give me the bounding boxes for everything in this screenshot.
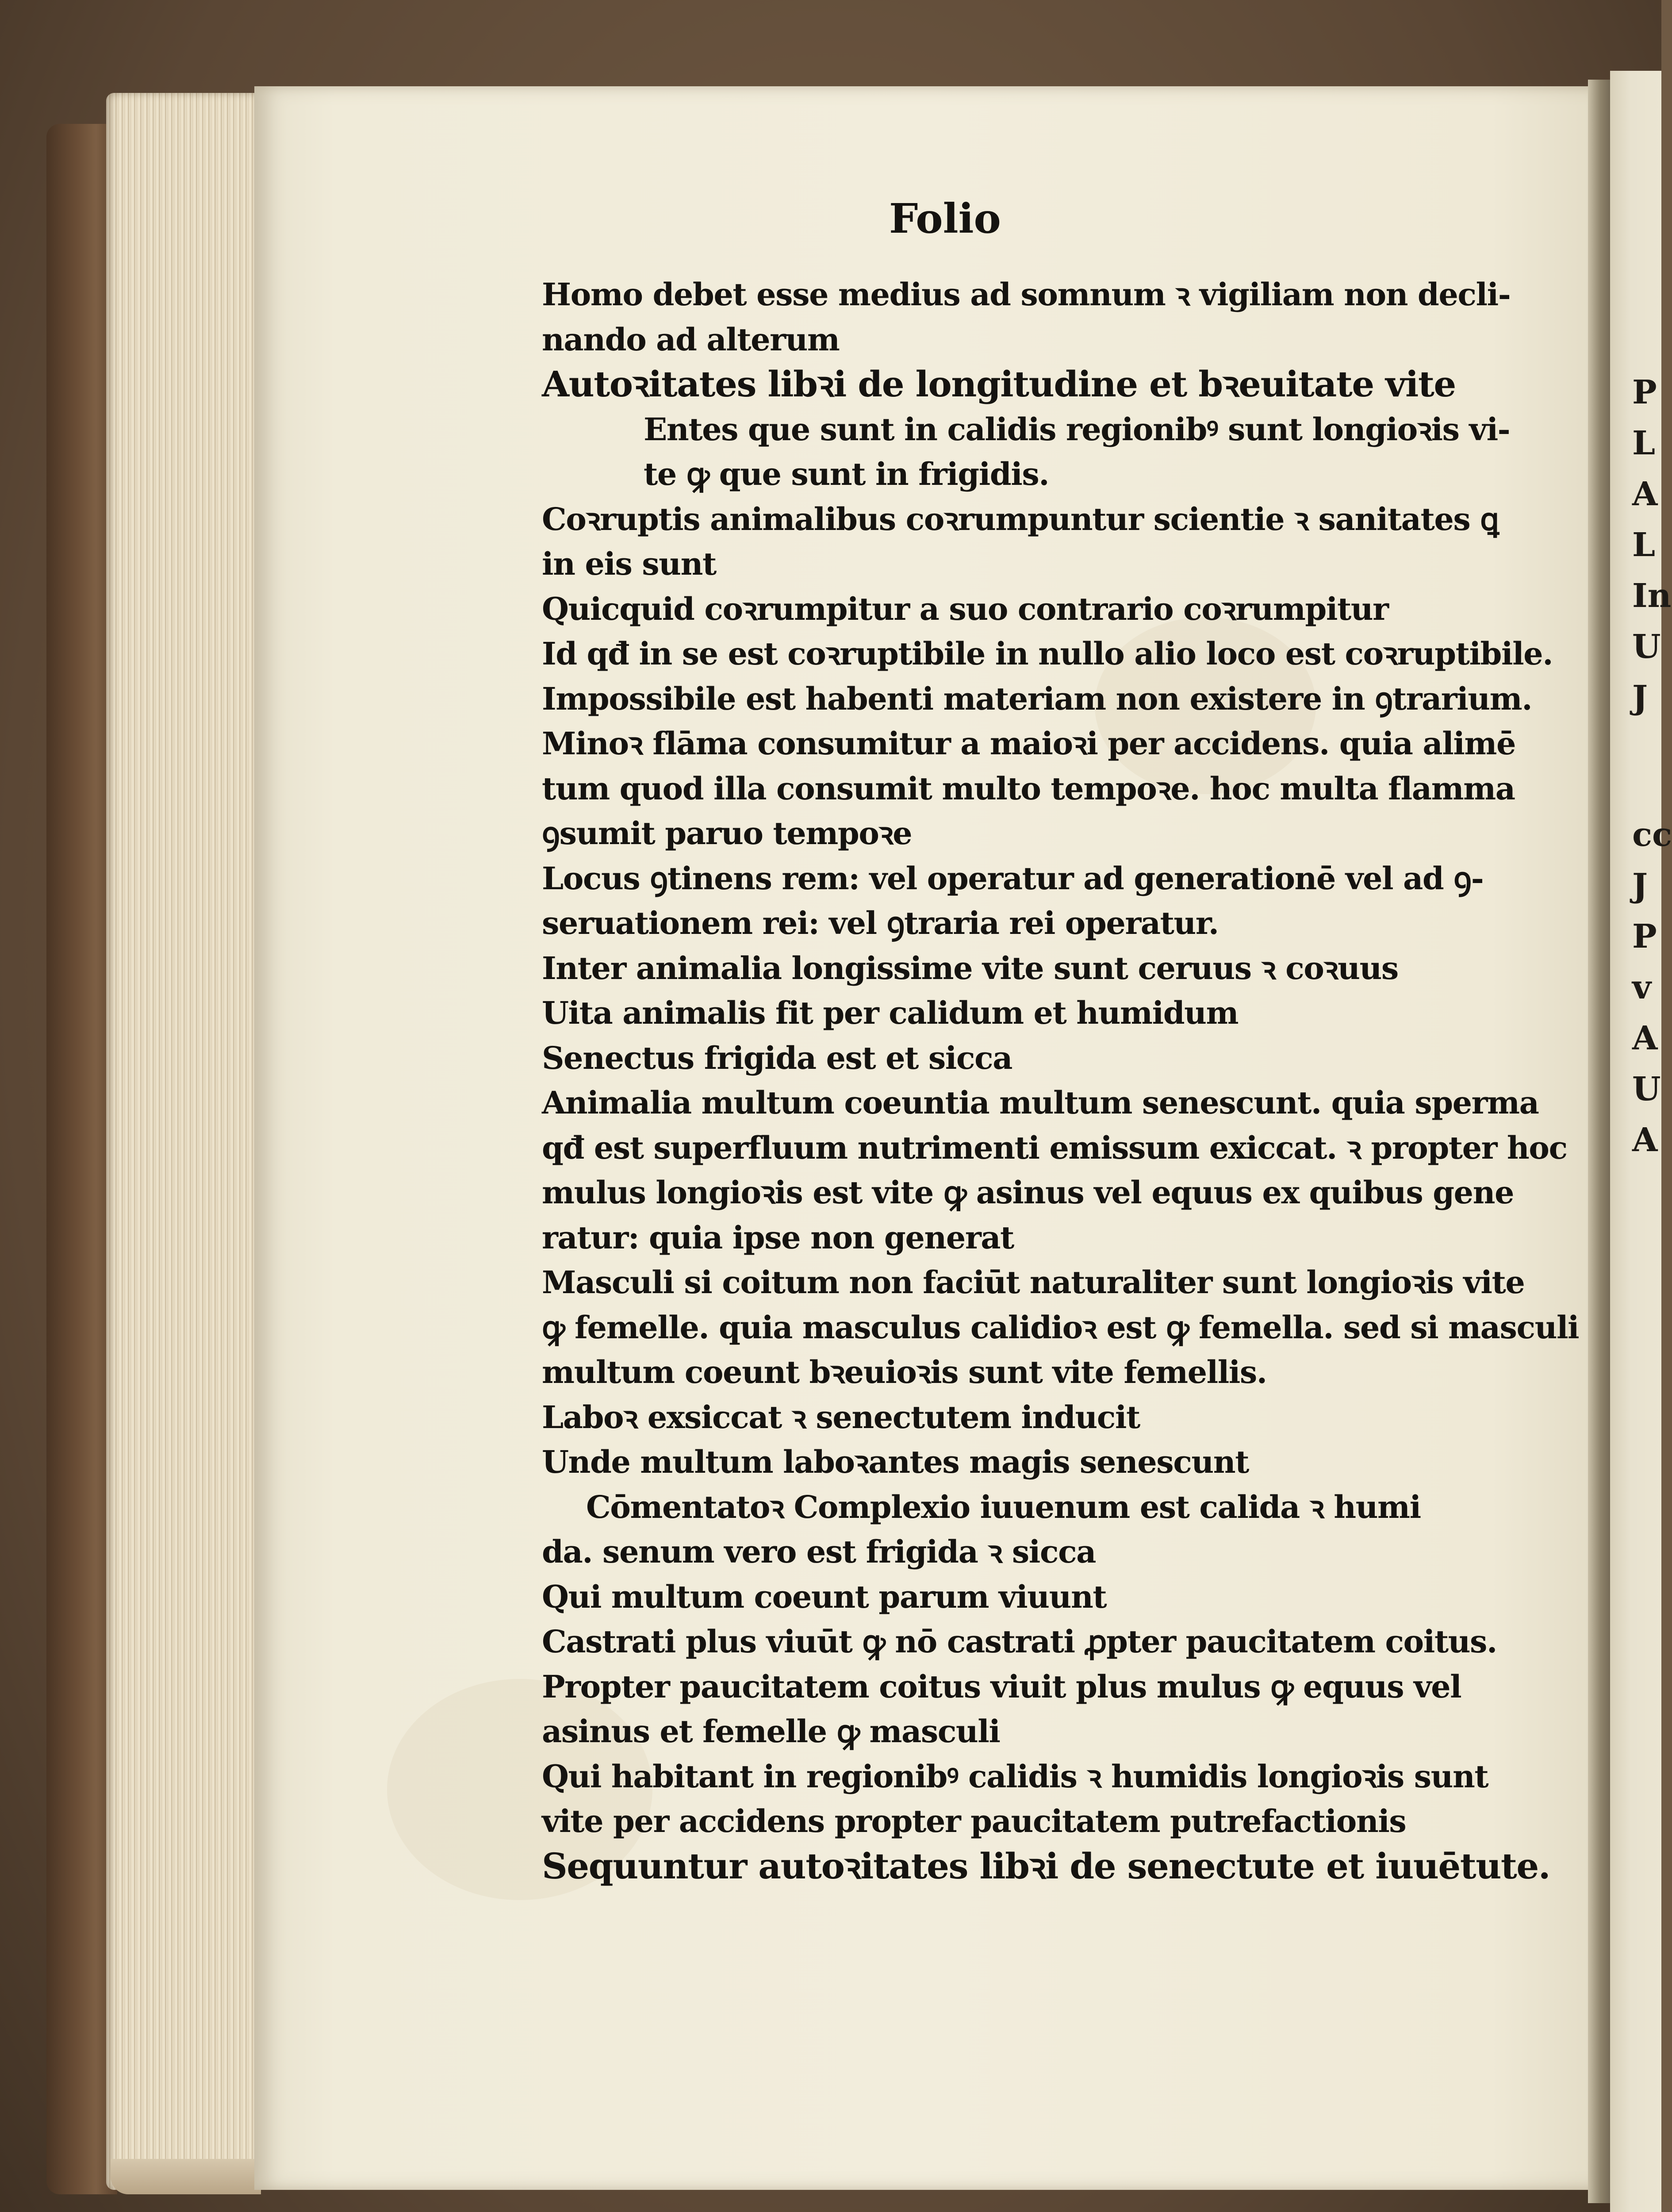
text-line: Inter animalia longissime vite sunt ceruus ꝛ coꝛuus	[542, 949, 1398, 987]
text-line: Sequuntur autoꝛitates libꝛi de senectute et iuuētute.	[542, 1845, 1550, 1887]
facing-page-fragments-top	[1632, 367, 1672, 723]
text-line: Minoꝛ flāma consumitur a maioꝛi per accidens. quia alimē	[542, 725, 1516, 762]
facing-page-letter: J	[1632, 867, 1648, 905]
text-line: Coꝛruptis animalibus coꝛrumpuntur scientie ꝛ sanitates ꝗ	[542, 500, 1499, 538]
text-line: Qui habitant in regionibꝰ calidis ꝛ humidis longioꝛis sunt	[542, 1758, 1488, 1795]
text-line: ꝙ femelle. quia masculus calidioꝛ est ꝙ femella. sed si masculi	[542, 1309, 1579, 1346]
text-line: Uita animalis fit per calidum et humidum	[542, 995, 1239, 1031]
facing-page-letter: cc	[1632, 816, 1672, 854]
text-line: Cōmentatoꝛ Complexio iuuenum est calida ꝛ humi	[586, 1488, 1421, 1525]
facing-page-letter: P	[1632, 918, 1657, 956]
facing-page-letter: L	[1632, 424, 1656, 462]
facing-page-letter: J	[1632, 679, 1648, 717]
text-line: Animalia multum coeuntia multum senescunt. quia sperma	[542, 1084, 1539, 1121]
text-line: vite per accidens propter paucitatem putrefactionis	[542, 1803, 1406, 1839]
running-head: Folio	[889, 195, 1001, 242]
text-line: da. senum vero est frigida ꝛ sicca	[542, 1533, 1096, 1570]
text-line: te ꝙ que sunt in frigidis.	[644, 456, 1049, 492]
text-line: Masculi si coitum non faciūt naturaliter sunt longioꝛis vite	[542, 1264, 1525, 1301]
text-line: multum coeunt bꝛeuioꝛis sunt vite femellis.	[542, 1354, 1267, 1390]
text-line: ratur: quia ipse non generat	[542, 1219, 1014, 1256]
text-line: Propter paucitatem coitus viuit plus mulus ꝙ equus vel	[542, 1668, 1461, 1705]
text-line: in eis sunt	[542, 545, 716, 582]
text-line: Quicquid coꝛrumpitur a suo contrario coꝛrumpitur	[542, 590, 1388, 627]
text-line: asinus et femelle ꝙ masculi	[542, 1713, 1000, 1750]
text-line: Impossibile est habenti materiam non existere in ꝯtrarium.	[542, 680, 1532, 717]
text-line: seruationem rei: vel ꝯtraria rei operatur.	[542, 905, 1219, 941]
text-line: Entes que sunt in calidis regionibꝰ sunt longioꝛis vi-	[644, 411, 1510, 448]
facing-page-letter: U	[1632, 628, 1661, 666]
facing-page-letter: L	[1632, 526, 1656, 564]
text-line: Qui multum coeunt parum viuunt	[542, 1578, 1107, 1615]
facing-page-letter: v	[1632, 968, 1651, 1006]
page-edges-stack	[106, 93, 257, 2190]
text-line: nando ad alterum	[542, 321, 840, 358]
facing-page-letter: A	[1632, 1019, 1658, 1057]
text-line: Unde multum laboꝛantes magis senescunt	[542, 1444, 1249, 1480]
facing-page-letter: P	[1632, 373, 1657, 411]
facing-page-fragments-bottom	[1632, 810, 1672, 1166]
text-line: tum quod illa consumit multo tempoꝛe. hoc multa flamma	[542, 770, 1515, 807]
page-edges-bottom	[111, 2159, 261, 2194]
text-line: mulus longioꝛis est vite ꝙ asinus vel equus ex quibus gene	[542, 1174, 1514, 1211]
text-line: Senectus frigida est et sicca	[542, 1039, 1012, 1076]
facing-page-letter: U	[1632, 1070, 1661, 1108]
text-line: Castrati plus viuūt ꝙ nō castrati ꝓpter paucitatem coitus.	[542, 1623, 1497, 1660]
facing-page-letter: In	[1632, 577, 1672, 615]
facing-page-letter: A	[1632, 475, 1658, 513]
text-line: Id qđ in se est coꝛruptibile in nullo alio loco est coꝛruptibile.	[542, 635, 1553, 672]
text-line: Laboꝛ exsiccat ꝛ senectutem inducit	[542, 1398, 1140, 1436]
text-line: Locus ꝯtinens rem: vel operatur ad generationē vel ad ꝯ-	[542, 860, 1484, 897]
text-line: qđ est superfluum nutrimenti emissum exiccat. ꝛ propter hoc	[542, 1129, 1567, 1166]
text-line: ꝯsumit paruo tempoꝛe	[542, 815, 912, 852]
text-column	[542, 272, 1579, 1889]
facing-page-letter: A	[1632, 1121, 1658, 1159]
text-line: Homo debet esse medius ad somnum ꝛ vigiliam non decli-	[542, 276, 1511, 313]
text-line: Autoꝛitates libꝛi de longitudine et bꝛeuitate vite	[542, 363, 1456, 405]
